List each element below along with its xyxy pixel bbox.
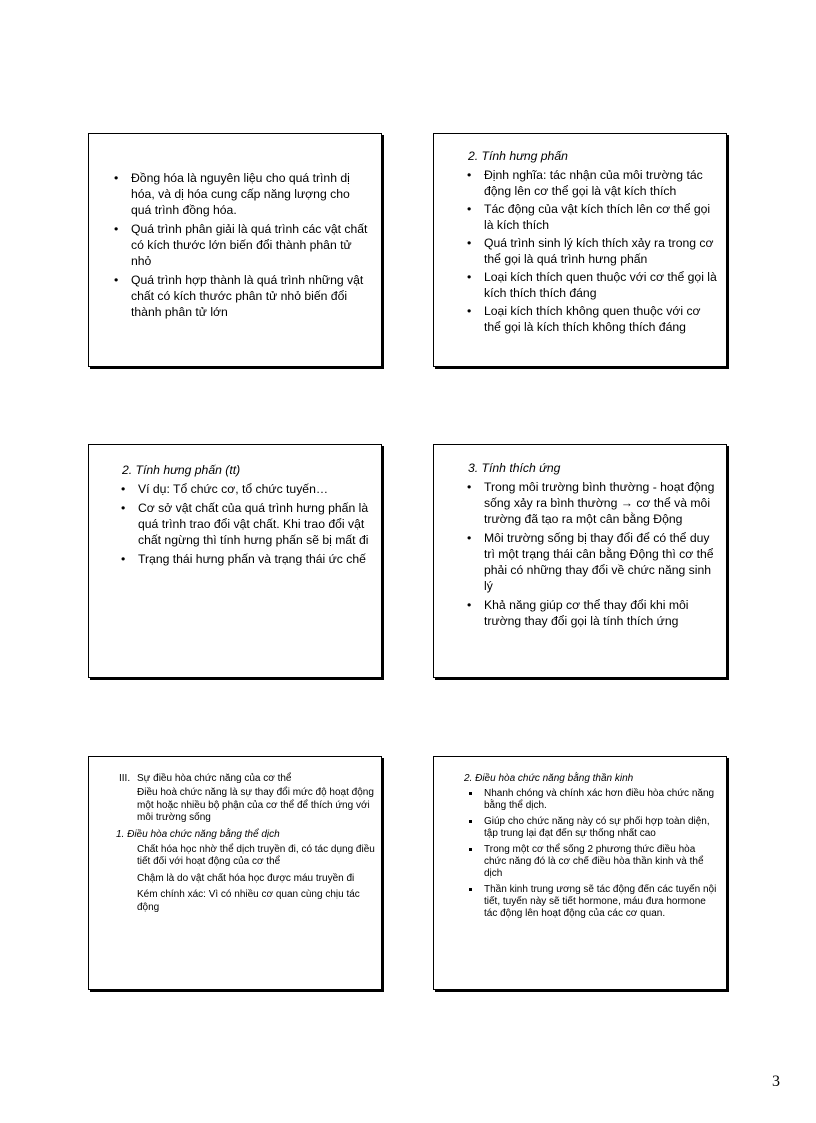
slide-4-bullet: • Khả năng giúp cơ thể thay đổi khi môi trường thay đổi gọi là tính thích ứng: [484, 597, 722, 629]
slide-3-bullet: • Trạng thái hưng phấn và trạng thái ức chế: [138, 551, 376, 567]
slide-1-bullet: • Đồng hóa là nguyên liệu cho quá trình dị hóa, và dị hóa cung cấp năng lượng cho quá trình đồng hóa.: [131, 170, 371, 218]
slide-3-bullet: • Ví dụ: Tổ chức cơ, tổ chức tuyến…: [138, 481, 376, 497]
slide-5-subheading: 1. Điều hòa chức năng bằng thể dịch: [116, 828, 280, 840]
slide-6-bullet-list: [484, 788, 720, 924]
slide-5-paragraph: Kém chính xác: Vì có nhiều cơ quan cùng chịu tác động: [137, 889, 360, 913]
slide-4-heading: 3. Tính thích ứng: [468, 461, 561, 475]
slide-6-bullet: Thần kinh trung ương sẽ tác động đến các tuyến nội tiết, tuyến này sẽ tiết hormone, máu đưa hormone tác động lên hoạt động của các cơ quan.: [484, 884, 720, 920]
slide-5-body: [116, 773, 375, 918]
slide-4-bullet: • Môi trường sống bị thay đổi để có thể duy trì một trạng thái cân bằng Động thì cơ thể phải có những thay đổi về chức năng sinh lý: [484, 530, 722, 594]
slide-5-roman-number: III.: [119, 773, 131, 784]
slide-6: [433, 756, 727, 990]
slide-5-paragraph: Chất hóa học nhờ thể dịch truyền đi, có tác dụng điều tiết đối với hoạt động của cơ thể: [137, 844, 375, 868]
slide-5-paragraph: Chậm là do vật chất hóa học được máu truyền đi: [137, 872, 355, 884]
slide-6-bullet: Trong một cơ thể sống 2 phương thức điều hòa chức năng đó là cơ chế điều hòa thần kinh và thể dịch: [484, 844, 720, 880]
slide-6-bullet: Giúp cho chức năng này có sự phối hợp toàn diện, tập trung lại đạt đến sự thống nhất cao: [484, 816, 720, 840]
slide-5-roman-title: Sự điều hòa chức năng của cơ thể: [137, 773, 292, 784]
slide-3: [88, 444, 382, 678]
slide-2-bullet: • Định nghĩa: tác nhận của môi trường tác động lên cơ thể gọi là vật kích thích: [484, 167, 720, 199]
page-number: 3: [772, 1073, 780, 1090]
slide-4-bullet-list: [484, 479, 722, 632]
slide-2-bullet: • Loại kích thích quen thuộc với cơ thể gọi là kích thích thích đáng: [484, 269, 720, 301]
slide-2: [433, 133, 727, 367]
slide-3-bullet-list: [138, 481, 376, 570]
slide-4-bullet: • Trong môi trường bình thường - hoạt động sống xảy ra bình thường → cơ thể và môi trường đã tạo ra một cân bằng Động: [484, 479, 722, 527]
slide-6-heading: 2. Điều hòa chức năng bằng thần kinh: [464, 773, 634, 784]
slide-3-bullet: • Cơ sở vật chất của quá trình hưng phấn là quá trình trao đổi vật chất. Khi trao đổi vật chất ngừng thì tính hưng phấn sẽ bị mất đi: [138, 500, 376, 548]
slide-6-bullet: Nhanh chóng và chính xác hơn điều hòa chức năng bằng thể dịch.: [484, 788, 720, 812]
slide-5-intro: Điều hoà chức năng là sự thay đổi mức độ hoạt động một hoặc nhiều bộ phận của cơ thể để thích ứng với môi trường sống: [137, 787, 374, 824]
slide-1-bullet-list: [131, 170, 371, 323]
slide-2-bullet: • Loại kích thích không quen thuộc với cơ thể gọi là kích thích không thích đáng: [484, 303, 720, 335]
slide-4: [433, 444, 727, 678]
slide-1: [88, 133, 382, 367]
slide-2-heading: 2. Tính hưng phấn: [468, 149, 568, 163]
slide-3-heading: 2. Tính hưng phấn (tt): [122, 463, 241, 477]
slide-5-section-title: [119, 773, 375, 785]
slide-1-bullet: • Quá trình phân giải là quá trình các vật chất có kích thước lớn biến đổi thành phân tử nhỏ: [131, 221, 371, 269]
slide-2-bullet-list: [484, 167, 720, 337]
slide-2-bullet: • Quá trình sinh lý kích thích xảy ra trong cơ thể gọi là quá trình hưng phấn: [484, 235, 720, 267]
slide-2-bullet: • Tác động của vật kích thích lên cơ thể gọi là kích thích: [484, 201, 720, 233]
slide-5: [88, 756, 382, 990]
slide-1-bullet: • Quá trình hợp thành là quá trình những vật chất có kích thước phân tử nhỏ biến đổi thành phân tử lớn: [131, 272, 371, 320]
